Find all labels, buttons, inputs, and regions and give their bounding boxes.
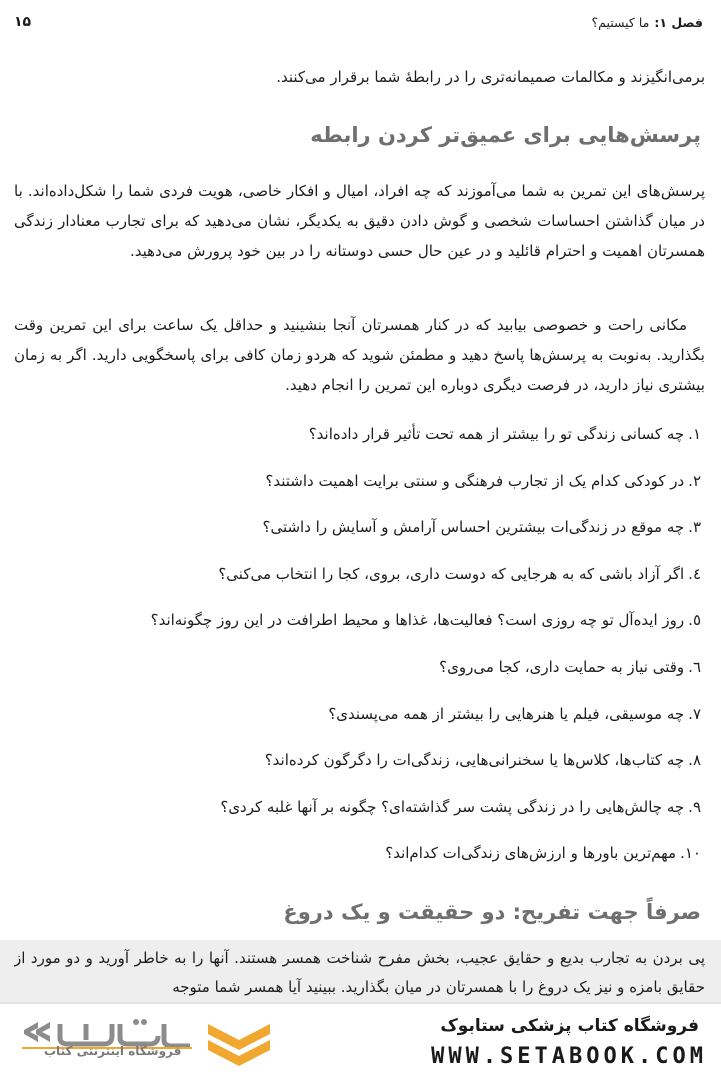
section-heading-fun: صرفاً جهت تفریح: دو حقیقت و یک دروغ [283, 900, 701, 924]
question-text: وقتی نیاز به حمایت داری، کجا می‌روی؟ [439, 657, 685, 676]
store-url[interactable]: WWW.SETABOOK.COM [431, 1044, 707, 1069]
list-item [14, 737, 701, 784]
list-item [14, 458, 701, 505]
chapter-name: ما کیستیم؟ [591, 14, 650, 30]
list-item [14, 644, 701, 691]
question-text: روز ایده‌آل تو چه روزی است؟ فعالیت‌ها، غذاها و محیط اطرافت در این روز چگونه‌اند؟ [150, 611, 685, 630]
footer-divider [0, 1002, 721, 1004]
list-item [14, 411, 701, 458]
paragraph-1: پرسش‌های این تمرین به شما می‌آموزند که چه افراد، امیال و افکار خاصی، هویت فردی شما را شکل‌داده‌اند. با در میان گذاشتن احساسات شخصی و گوش دادن دقیق به یکدیگر، نشان می‌دهید که برای تجارب معنادار زندگی همسرتان اهمیت و احترام قائلید و در عین حال حسی دوستانه را در بین خود پرورش می‌دهید. [14, 182, 705, 260]
question-list [14, 411, 701, 877]
question-text: چه چالش‌هایی را در زندگی پشت سر گذاشته‌ای؟ چگونه بر آنها غلبه کردی؟ [220, 797, 685, 816]
list-item [14, 551, 701, 598]
question-text: در کودکی کدام یک از تجارب فرهنگی و سنتی برایت اهمیت داشتند؟ [265, 471, 685, 490]
page-number: ۱۵ [14, 14, 32, 30]
page-header [14, 10, 703, 34]
question-number: ۷. [688, 704, 701, 723]
list-item [14, 830, 701, 877]
question-number: ۱. [688, 425, 701, 443]
question-number: ٦. [688, 657, 701, 676]
question-number: ٥. [688, 611, 701, 630]
question-number: ٤. [688, 564, 701, 583]
logo-tagline: فروشگاه اینترنتی کتاب [44, 1044, 182, 1058]
paragraph-2: مکانی راحت و خصوصی بیابید که در کنار همسرتان آنجا بنشینید و حداقل یک ساعت برای این تمرین وقت بگذارید. به‌نوبت به پرسش‌ها پاسخ دهید و مطمئن شوید که هردو زمان کافی برای پاسخگویی دارید. اگر به زمان بیشتری نیاز دارید، در فرصت دیگری دوباره این تمرین را انجام دهید. [14, 316, 705, 394]
store-name: فروشگاه کتاب پزشکی ستابوک [440, 1016, 699, 1036]
question-number: ۳. [688, 518, 701, 537]
question-text: چه کتاب‌ها، کلاس‌ها یا سخنرانی‌هایی، زندگی‌ات را دگرگون کرده‌اند؟ [264, 751, 685, 770]
question-number: ۲. [688, 471, 701, 490]
question-number: ۱۰. [680, 844, 701, 863]
list-item [14, 597, 701, 644]
question-number: ۹. [688, 797, 701, 816]
question-number: ۸. [688, 751, 701, 770]
question-text: اگر آزاد باشی که به هرجایی که دوست داری، بروی، کجا را انتخاب می‌کنی؟ [218, 564, 685, 583]
question-text: چه موقع در زندگی‌ات بیشترین احساس آرامش و آسایش را داشتی؟ [262, 518, 685, 537]
question-text: چه کسانی زندگی تو را بیشتر از همه تحت تأثیر قرار داده‌اند؟ [308, 425, 685, 443]
section-heading-deepen: پرسش‌هایی برای عمیق‌تر کردن رابطه [310, 123, 701, 147]
chapter-title [591, 15, 703, 30]
chapter-label: فصل ۱: [654, 14, 703, 30]
store-footer [0, 1002, 721, 1080]
intro-line: برمی‌انگیزند و مکالمات صمیمانه‌تری را در رابطهٔ شما برقرار می‌کنند. [276, 68, 705, 86]
list-item [14, 691, 701, 738]
list-item [14, 784, 701, 831]
paragraph-3: پی بردن به تجارب بدیع و حقایق عجیب، بخش مفرح شناخت همسر هستند. آنها را به خاطر آورید و دو مورد از حقایق بامزه و نیز یک دروغ را با همسرتان در میان بگذارید. ببینید آیا همسر شما متوجه [14, 949, 705, 996]
question-text: چه موسیقی، فیلم یا هنرهایی را بیشتر از همه می‌پسندی؟ [328, 704, 685, 723]
list-item [14, 504, 701, 551]
setabook-logo-icon [204, 1016, 274, 1072]
question-text: مهم‌ترین باورها و ارزش‌های زندگی‌ات کدام‌اند؟ [385, 844, 677, 863]
